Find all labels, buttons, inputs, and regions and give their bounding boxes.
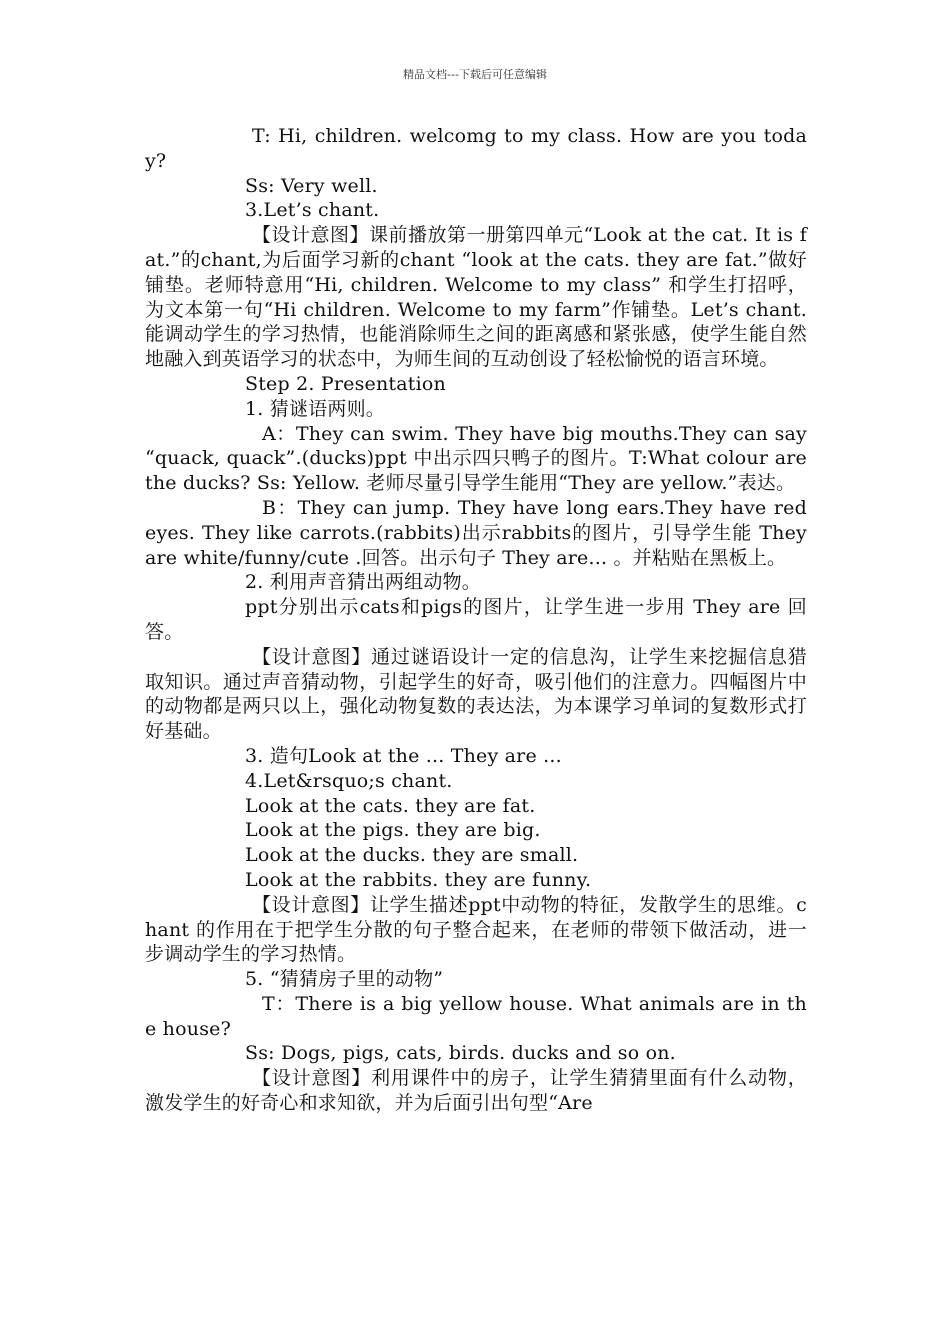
design-intent-paragraph: 【设计意图】利用课件中的房子，让学生猜猜里面有什么动物，激发学生的好奇心和求知欲，并为后面引出句型“Are: [145, 1067, 807, 1115]
chant-line: Look at the rabbits. they are funny.: [245, 868, 592, 891]
chant-line: Look at the ducks. they are small.: [245, 844, 579, 867]
step-item-guess-animals: 5. “猜猜房子里的动物”: [245, 968, 444, 991]
dialogue-line-students-animals: Ss: Dogs, pigs, cats, birds. ducks and so on.: [245, 1042, 676, 1065]
dialogue-line-teacher-house: T：There is a big yellow house. What animals are in the house?: [145, 992, 807, 1040]
design-intent-paragraph: 【设计意图】让学生描述ppt中动物的特征，发散学生的思维。chant 的作用在于把学生分散的句子整合起来，在老师的带领下做活动，进一步调动学生的学习热情。: [145, 893, 807, 966]
step-item-riddles: 1. 猜谜语两则。: [245, 397, 385, 420]
page-header-note: 精品文档---下载后可任意编辑: [403, 68, 547, 81]
dialogue-line-teacher-greeting: T: Hi, children. welcomg to my class. How are you today?: [145, 125, 807, 172]
step-item-sound-guess: 2. 利用声音猜出两组动物。: [245, 571, 481, 594]
design-intent-paragraph: 【设计意图】通过谜语设计一定的信息沟，让学生来挖掘信息猎取知识。通过声音猜动物，引起学生的好奇，吸引他们的注意力。四幅图片中的动物都是两只以上，强化动物复数的表达法，为本课学习单词的复数形式打好基础。: [145, 645, 807, 743]
chant-line: Look at the cats. they are fat.: [245, 794, 536, 817]
chant-line: Look at the pigs. they are big.: [245, 819, 541, 842]
step-item-lets-chant: 3.Let’s chant.: [245, 199, 380, 222]
step-item-make-sentences: 3. 造句Look at the ... They are ...: [245, 744, 562, 767]
dialogue-line-students-reply: Ss: Very well.: [245, 174, 378, 197]
riddle-a-paragraph: A：They can swim. They have big mouths.They can say “quack, quack”.(ducks)ppt 中出示四只鸭子的图片。T:What colour are the ducks? Ss: Yellow. 老师尽量引导学生能用“They are yellow.”表达。: [145, 422, 807, 495]
document-body: [145, 124, 807, 1116]
ppt-instruction-paragraph: ppt分别出示cats和pigs的图片，让学生进一步用 They are 回答。: [145, 596, 807, 643]
design-intent-paragraph: 【设计意图】课前播放第一册第四单元“Look at the cat. It is fat.”的chant,为后面学习新的chant “look at the cats. they are fat.”做好铺垫。老师特意用“Hi, children. Welcome to my class” 和学生打招呼，为文本第一句“Hi children. Welcome to my farm”作铺垫。Let’s chant.能调动学生的学习热情，也能消除师生之间的距离感和紧张感，使学生能自然地融入到英语学习的状态中，为师生间的互动创设了轻松愉悦的语言环境。: [145, 224, 807, 371]
section-heading-presentation: Step 2. Presentation: [245, 372, 446, 395]
riddle-b-paragraph: B：They can jump. They have long ears.They have red eyes. They like carrots.(rabbits)出示rabbits的图片，引导学生能 They are white/funny/cute .回答。出示句子 They are... 。并粘贴在黑板上。: [145, 496, 807, 569]
step-item-lets-chant: 4.Let&rsquo;s chant.: [245, 769, 453, 792]
